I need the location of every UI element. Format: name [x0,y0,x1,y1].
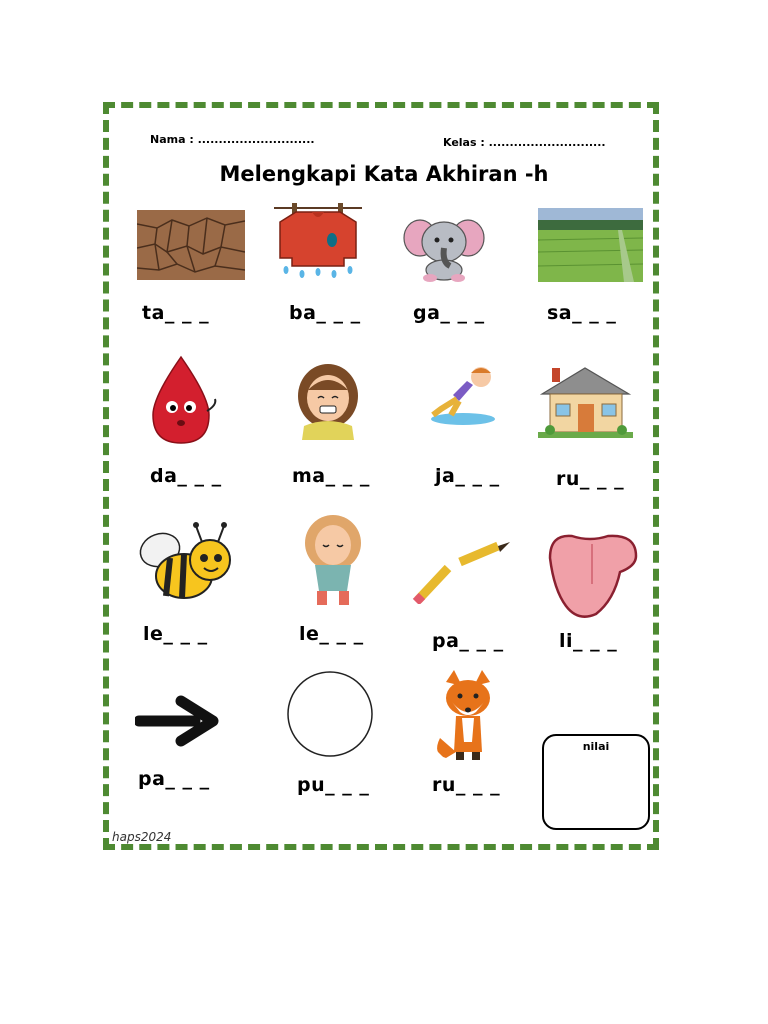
word-prompt-7: ja_ _ _ [435,465,500,487]
word-prompt-5: da_ _ _ [150,465,222,487]
score-box [542,734,650,830]
word-prompt-10: le_ _ _ [299,623,364,645]
word-prompt-3: ga_ _ _ [413,302,485,324]
word-prompt-11: pa_ _ _ [432,630,504,652]
watermark: haps2024 [112,830,172,844]
dry-cracked-soil-image [137,210,245,280]
word-prompt-6: ma_ _ _ [292,465,370,487]
class-field: Kelas : ............................ [443,136,606,149]
elephant-image [402,210,486,282]
word-prompt-12: li_ _ _ [559,630,618,652]
word-prompt-8: ru_ _ _ [556,468,625,490]
house-image [538,364,633,439]
word-prompt-15: ru_ _ _ [432,774,501,796]
worksheet-title: Melengkapi Kata Akhiran -h [219,162,549,186]
word-prompt-1: ta_ _ _ [142,302,210,324]
bee-image [136,520,236,605]
word-prompt-13: pa_ _ _ [138,768,210,790]
score-label: nilai [582,740,610,753]
word-prompt-9: le_ _ _ [143,623,208,645]
crying-girl-image [290,360,366,440]
fox-image [432,668,504,764]
tongue-image [542,530,640,620]
name-field: Nama : ............................ [150,133,315,146]
word-prompt-4: sa_ _ _ [547,302,617,324]
tired-girl-image [293,513,368,608]
arrow-image [135,695,219,747]
boy-slipping-image [423,363,498,428]
rice-field-image [538,208,643,282]
word-prompt-14: pu_ _ _ [297,774,370,796]
circle-image [284,670,376,758]
blood-drop-image [145,355,221,445]
word-prompt-2: ba_ _ _ [289,302,361,324]
wet-sweater-image [272,200,364,280]
broken-pencil-image [412,538,512,604]
